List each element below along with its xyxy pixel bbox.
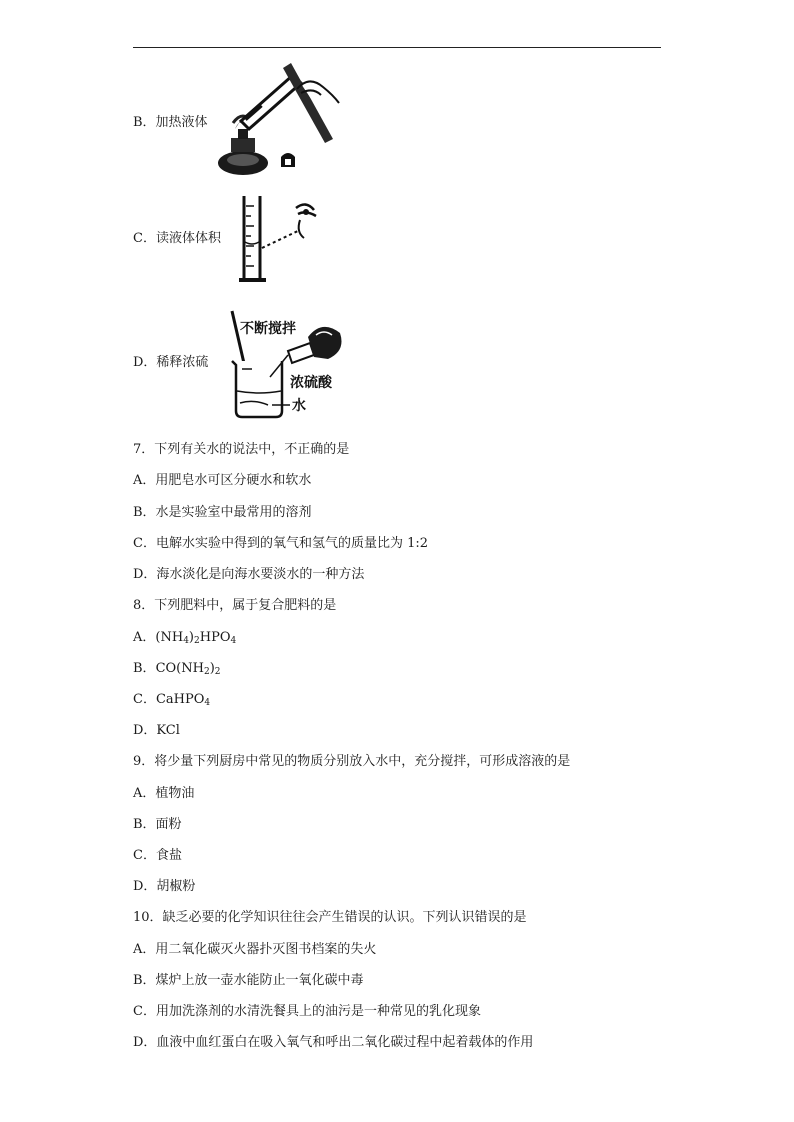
- q10-option-c: C．用加洗涤剂的水清洗餐具上的油污是一种常见的乳化现象: [133, 1004, 481, 1019]
- q9-option-a: A．植物油: [133, 786, 195, 801]
- q6-option-b: B．加热液体: [133, 115, 208, 130]
- stir-label: 不断搅拌: [240, 321, 296, 337]
- q10-option-d: D．血液中血红蛋白在吸入氧气和呼出二氧化碳过程中起着载体的作用: [133, 1035, 534, 1050]
- q6-option-d: D．稀释浓硫: [133, 355, 209, 370]
- q9-option-d: D．胡椒粉: [133, 879, 196, 894]
- q7-option-a: A．用肥皂水可区分硬水和软水: [133, 473, 312, 488]
- heating-liquid-figure: [213, 63, 343, 181]
- header-rule: [133, 47, 661, 48]
- q9-option-b: B．面粉: [133, 817, 182, 832]
- reading-volume-figure: [236, 192, 328, 286]
- q8-option-d: D．KCl: [133, 723, 180, 738]
- q8-option-b: B．$CO(NH_2)_2$: [133, 661, 221, 677]
- q8-option-a: A．$(NH_4)_2HPO_4$: [133, 630, 237, 646]
- q7-option-b: B．水是实验室中最常用的溶剂: [133, 505, 312, 520]
- q7-option-d: D．海水淡化是向海水要淡水的一种方法: [133, 567, 365, 582]
- q9-stem: 9．将少量下列厨房中常见的物质分别放入水中，充分搅拌，可形成溶液的是: [133, 754, 571, 769]
- q8-stem: 8．下列肥料中，属于复合肥料的是: [133, 598, 337, 613]
- dilute-acid-figure: [224, 307, 344, 423]
- q7-option-c: C．电解水实验中得到的氧气和氢气的质量比为 1:2: [133, 536, 429, 551]
- q6-option-c: C．读液体体积: [133, 231, 221, 246]
- q10-stem: 10．缺乏必要的化学知识往往会产生错误的认识。下列认识错误的是: [133, 910, 527, 925]
- q10-option-b: B．煤炉上放一壶水能防止一氧化碳中毒: [133, 973, 364, 988]
- q9-option-c: C．食盐: [133, 848, 182, 863]
- q7-stem: 7．下列有关水的说法中，不正确的是: [133, 442, 350, 457]
- q10-option-a: A．用二氧化碳灭火器扑灭图书档案的失火: [133, 942, 377, 957]
- water-label: 水: [292, 398, 306, 414]
- acid-label: 浓硫酸: [290, 375, 332, 391]
- q8-option-c: C．CaHPO$_4$: [133, 692, 211, 708]
